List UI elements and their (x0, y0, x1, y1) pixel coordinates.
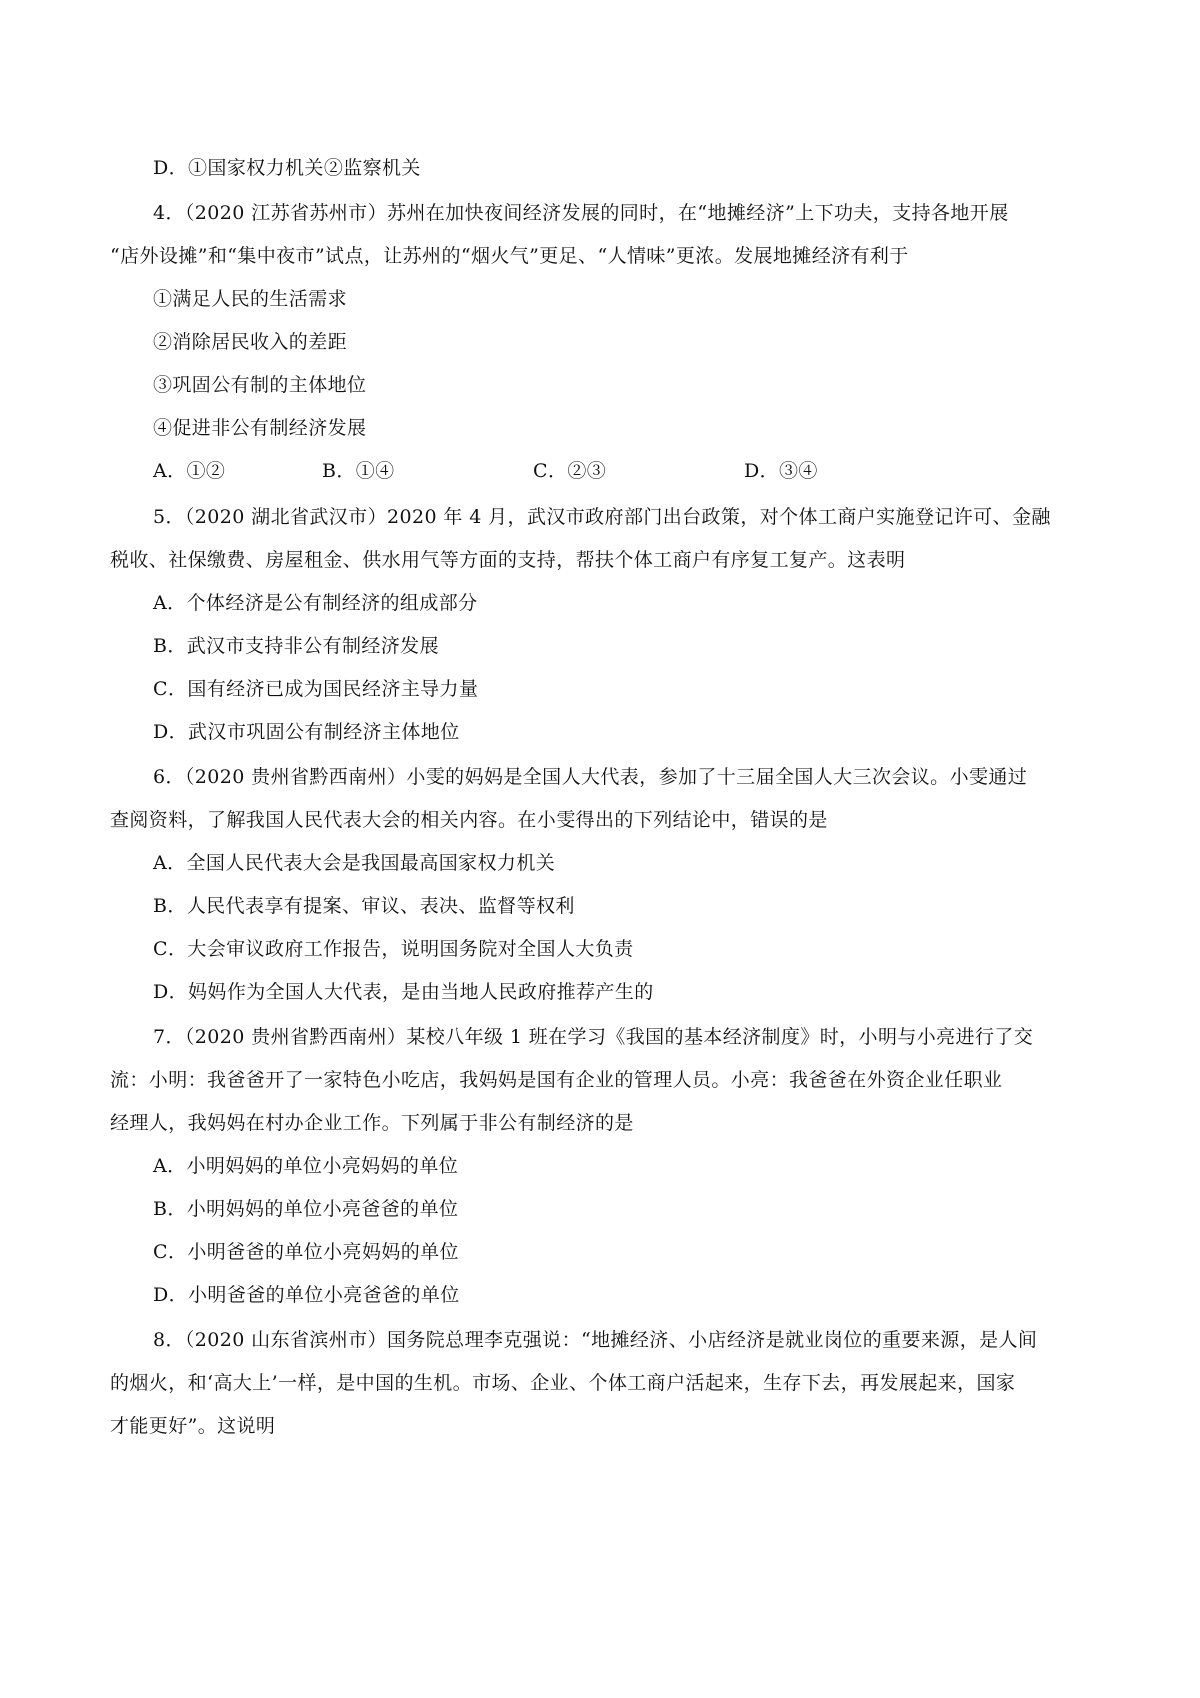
q7-option-a: A．小明妈妈的单位小亮妈妈的单位 (153, 1155, 459, 1177)
q5-stem-line-2: 税收、社保缴费、房屋租金、供水用气等方面的支持，帮扶个体工商户有序复工复产。这表明 (110, 549, 906, 571)
q7-stem-line-2: 流：小明：我爸爸开了一家特色小吃店，我妈妈是国有企业的管理人员。小亮：我爸爸在外资企业任职业 (110, 1069, 1003, 1091)
q4-stem-line-2: “店外设摊”和“集中夜市”试点，让苏州的“烟火气”更足、“人情味”更浓。发展地摊经济有利于 (110, 245, 909, 267)
q5-stem-line-1: 5．（2020 湖北省武汉市）2020 年 4 月，武汉市政府部门出台政策，对个体工商户实施登记许可、金融 (153, 506, 1051, 528)
q4-option-b: B．①④ (322, 460, 395, 482)
q4-option-d: D．③④ (744, 460, 818, 482)
q5-option-d: D．武汉市巩固公有制经济主体地位 (153, 721, 460, 743)
q7-option-b: B．小明妈妈的单位小亮爸爸的单位 (153, 1198, 459, 1220)
q6-stem-line-1: 6．（2020 贵州省黔西南州）小雯的妈妈是全国人大代表，参加了十三届全国人大三次会议。小雯通过 (153, 766, 1028, 788)
q4-stem-line-1: 4．（2020 江苏省苏州市）苏州在加快夜间经济发展的同时，在“地摊经济”上下功夫，支持各地开展 (153, 202, 1009, 224)
q4-statement-1: ①满足人民的生活需求 (153, 288, 348, 310)
q7-option-c: C．小明爸爸的单位小亮妈妈的单位 (153, 1241, 459, 1263)
q4-option-a: A．①② (153, 460, 226, 482)
q4-options-row (0, 458, 1200, 484)
q7-option-d: D．小明爸爸的单位小亮爸爸的单位 (153, 1284, 460, 1306)
q4-statement-2: ②消除居民收入的差距 (153, 331, 348, 353)
q5-option-c: C．国有经济已成为国民经济主导力量 (153, 678, 479, 700)
q6-option-a: A．全国人民代表大会是我国最高国家权力机关 (153, 852, 556, 874)
q8-stem-line-1: 8．（2020 山东省滨州市）国务院总理李克强说：“地摊经济、小店经济是就业岗位的重要来源，是人间 (153, 1329, 1038, 1351)
q6-option-b: B．人民代表享有提案、审议、表决、监督等权利 (153, 895, 575, 917)
q4-statement-3: ③巩固公有制的主体地位 (153, 374, 367, 396)
q8-stem-line-3: 才能更好”。这说明 (110, 1415, 276, 1437)
q6-option-d: D．妈妈作为全国人大代表，是由当地人民政府推荐产生的 (153, 981, 654, 1003)
q7-stem-line-1: 7．（2020 贵州省黔西南州）某校八年级 1 班在学习《我国的基本经济制度》时，小明与小亮进行了交 (153, 1026, 1034, 1048)
q6-option-c: C．大会审议政府工作报告，说明国务院对全国人大负责 (153, 938, 634, 960)
q7-stem-line-3: 经理人，我妈妈在村办企业工作。下列属于非公有制经济的是 (110, 1112, 634, 1134)
q4-statement-4: ④促进非公有制经济发展 (153, 417, 367, 439)
q4-option-c: C．②③ (533, 460, 607, 482)
q6-stem-line-2: 查阅资料，了解我国人民代表大会的相关内容。在小雯得出的下列结论中，错误的是 (110, 809, 828, 831)
q8-stem-line-2: 的烟火，和‘高大上’一样，是中国的生机。市场、企业、个体工商户活起来，生存下去，再发展起来，国家 (110, 1372, 1016, 1394)
q5-option-a: A．个体经济是公有制经济的组成部分 (153, 592, 478, 614)
q3-option-d: D．①国家权力机关②监察机关 (153, 157, 421, 179)
q5-option-b: B．武汉市支持非公有制经济发展 (153, 635, 439, 657)
